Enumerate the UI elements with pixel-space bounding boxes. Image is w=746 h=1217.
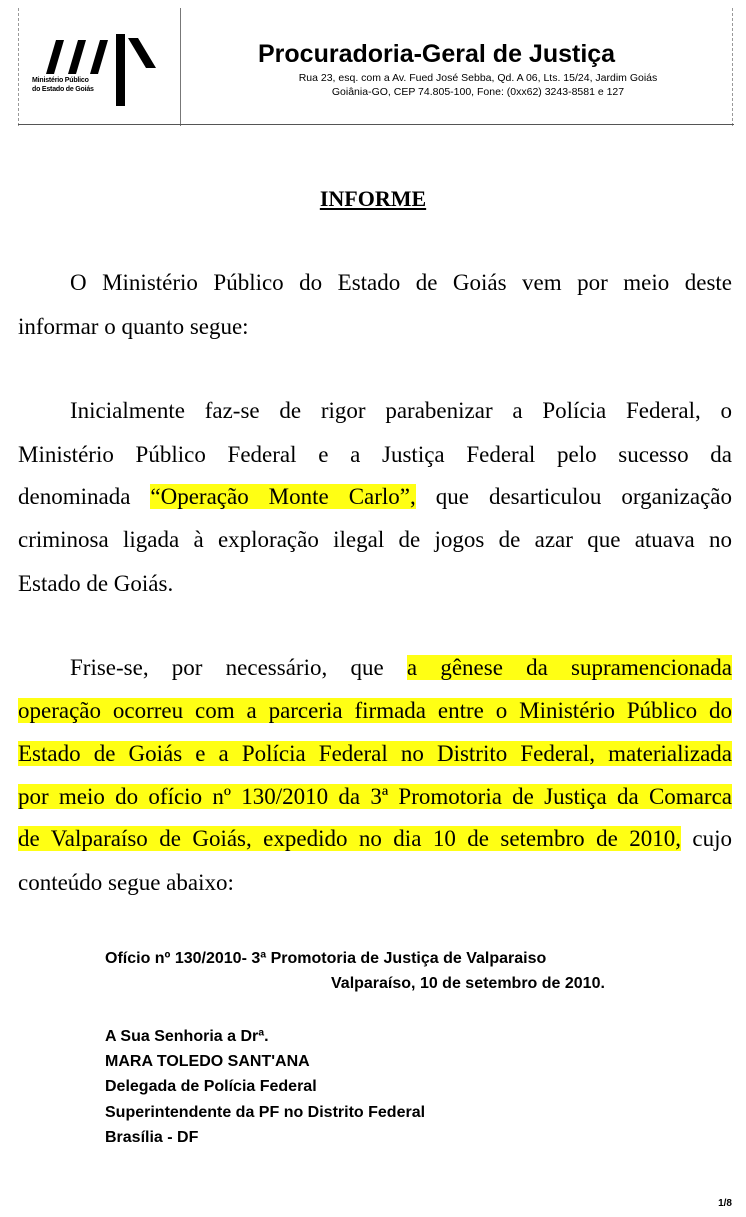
page-number: 1/8 (718, 1198, 732, 1209)
highlight-p3-line-5: de Valparaíso de Goiás, expedido no dia 10 de setembro de 2010, (18, 826, 681, 851)
p3-line-3 (18, 741, 732, 767)
oficio-addressee-role: Delegada de Polícia Federal (105, 1078, 317, 1095)
p2-line-4: criminosa ligada à exploração ilegal de jogos de azar que atuava no (18, 527, 732, 552)
org-name: Procuradoria-Geral de Justiça (258, 40, 616, 68)
oficio-addressee-salutation: A Sua Senhoria a Drª. (105, 1028, 269, 1045)
document-title: INFORME (319, 186, 427, 211)
oficio-addressee-office: Superintendente da PF no Distrito Federal (105, 1104, 426, 1121)
highlight-p3-line-3: Estado de Goiás e a Polícia Federal no Distrito Federal, materializada (18, 741, 732, 766)
address-line-2: Goiânia-GO, CEP 74.805-100, Fone: (0xx62) 3243-8581 e 127 (331, 86, 625, 98)
p2-line-2: Ministério Público Federal e a Justiça Federal pelo sucesso da (18, 442, 732, 467)
p1-line-2: informar o quanto segue: (18, 314, 249, 339)
p2-line-3 (18, 484, 732, 510)
oficio-heading: Ofício nº 130/2010- 3ª Promotoria de Justiça de Valparaiso (105, 950, 547, 967)
p2-line-5: Estado de Goiás. (18, 571, 174, 596)
letterhead-left-border (18, 8, 20, 126)
logo-line-1: Ministério Público (32, 77, 89, 84)
logo-caption (32, 76, 94, 94)
highlight-genese: a gênese da supramencionada (406, 655, 732, 680)
p3-line-1-pre: Frise-se, por necessário, que (70, 655, 384, 680)
letterhead (18, 8, 734, 126)
oficio-addressee-name: MARA TOLEDO SANT'ANA (105, 1053, 310, 1070)
org-address (248, 71, 708, 99)
oficio-date: Valparaíso, 10 de setembro de 2010. (331, 975, 605, 992)
p3-line-2 (18, 698, 732, 724)
p1-line-1: O Ministério Público do Estado de Goiás vem por meio deste (70, 270, 732, 295)
p2-line-3-post: que desarticulou organização (435, 484, 733, 509)
p3-line-5 (18, 826, 732, 852)
letterhead-divider (180, 8, 181, 126)
mp-logo-icon (30, 32, 180, 112)
oficio-addressee-city: Brasília - DF (105, 1129, 199, 1146)
highlight-p3-line-2: operação ocorreu com a parceria firmada entre o Ministério Público do (18, 698, 732, 723)
logo-line-2: do Estado de Goiás (32, 86, 94, 93)
highlight-p3-line-4: por meio do ofício nº 130/2010 da 3ª Promotoria de Justiça da Comarca (18, 784, 732, 809)
p3-line-5-post: cujo (692, 826, 732, 851)
p2-line-1: Inicialmente faz-se de rigor parabenizar a Polícia Federal, o (70, 398, 732, 423)
letterhead-right-border (732, 8, 734, 126)
letterhead-bottom-rule (18, 124, 734, 125)
p3-line-4 (18, 784, 732, 810)
p3-line-6: conteúdo segue abaixo: (18, 870, 234, 895)
address-line-1: Rua 23, esq. com a Av. Fued José Sebba, Qd. A 06, Lts. 15/24, Jardim Goiás (298, 72, 658, 84)
highlight-operacao-monte-carlo: “Operação Monte Carlo”, (150, 484, 416, 509)
p2-line-3-pre: denominada (18, 484, 131, 509)
p3-line-1 (18, 655, 732, 681)
